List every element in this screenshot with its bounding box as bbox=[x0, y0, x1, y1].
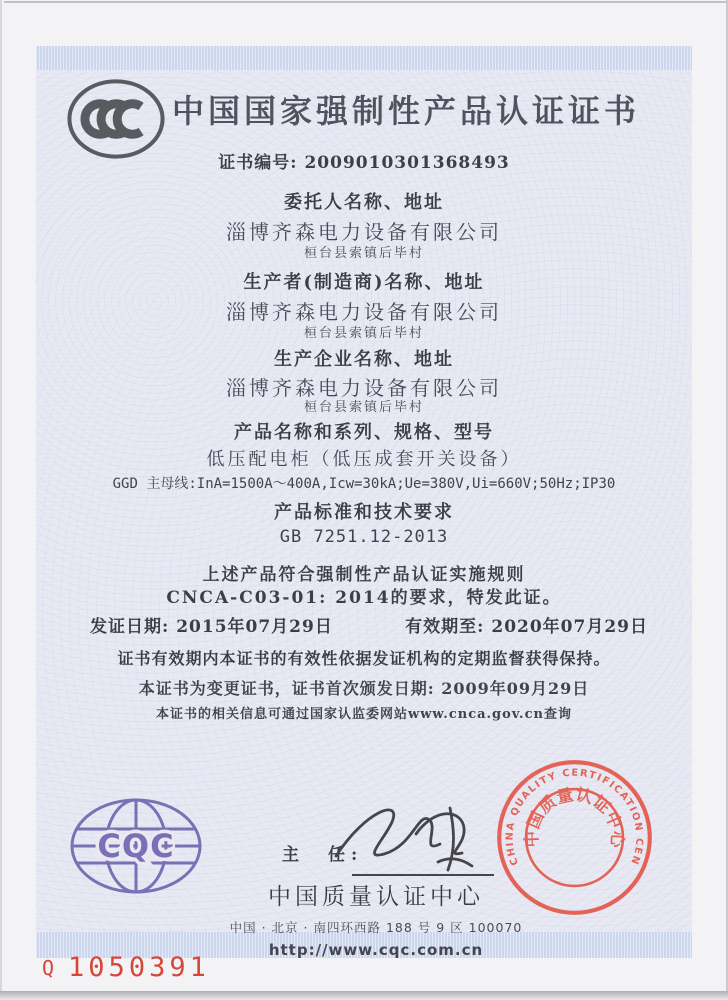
certificate-number-label: 证书编号: bbox=[218, 153, 298, 173]
issuer-address: 中国 · 北京 · 南四环西路 188 号 9 区 100070 bbox=[229, 920, 523, 935]
expiry-date-value: 2020年07月29日 bbox=[491, 617, 648, 637]
manufacturer-address: 桓台县索镇后毕村 bbox=[303, 326, 424, 341]
signature-underline bbox=[352, 874, 494, 876]
manufacturer-name: 淄博齐森电力设备有限公司 bbox=[226, 300, 502, 324]
dates-row bbox=[36, 612, 692, 637]
scan-top-edge bbox=[4, 1, 726, 3]
factory-address: 桓台县索镇后毕村 bbox=[303, 400, 424, 415]
issuer-website: http://www.cqc.com.cn bbox=[268, 941, 484, 959]
svg-text:中国质量认证中心 bbox=[521, 784, 628, 849]
certificate-body bbox=[36, 46, 692, 958]
form-serial-number bbox=[42, 952, 210, 983]
seal-english-text: CHINA QUALITY CERTIFICATION CENTRE bbox=[504, 767, 645, 867]
expiry-date-line bbox=[405, 612, 648, 637]
product-heading: 产品名称和系列、规格、型号 bbox=[234, 422, 494, 443]
certificate-title: 中国国家强制性产品认证证书 bbox=[171, 92, 640, 130]
applicant-heading: 委托人名称、地址 bbox=[284, 192, 444, 213]
product-name: 低压配电柜（低压成套开关设备） bbox=[206, 449, 522, 470]
scan-left-edge bbox=[0, 0, 2, 1000]
applicant-address: 桓台县索镇后毕村 bbox=[303, 246, 424, 261]
certificate-number-value: 2009010301368493 bbox=[304, 153, 510, 173]
cqc-logo-text: CQC bbox=[97, 827, 175, 865]
cqc-logo-icon bbox=[66, 794, 206, 898]
expiry-date-label: 有效期至: bbox=[405, 617, 485, 637]
seal-chinese-text: 中国质量认证中心 bbox=[522, 784, 627, 849]
applicant-name: 淄博齐森电力设备有限公司 bbox=[226, 220, 502, 244]
issue-date-value: 2015年07月29日 bbox=[176, 617, 333, 637]
scan-bottom-edge bbox=[0, 991, 728, 1000]
director-label: 主 任: bbox=[282, 845, 364, 865]
certificate-number-line bbox=[36, 148, 692, 173]
serial-prefix: Q bbox=[42, 956, 55, 980]
cqc-red-seal bbox=[492, 755, 657, 920]
standard-heading: 产品标准和技术要求 bbox=[274, 502, 454, 523]
issuer-org-name: 中国质量认证中心 bbox=[268, 884, 484, 910]
serial-digits: 1050391 bbox=[68, 952, 210, 983]
manufacturer-heading: 生产者(制造商)名称、地址 bbox=[243, 272, 485, 293]
lookup-note: 本证书的相关信息可通过国家认监委网站www.cnca.gov.cn查询 bbox=[156, 707, 572, 722]
factory-name: 淄博齐森电力设备有限公司 bbox=[226, 376, 502, 400]
issue-date-label: 发证日期: bbox=[90, 617, 170, 637]
statement-line-2: CNCA-C03-01: 2014的要求，特发此证。 bbox=[166, 588, 562, 608]
product-spec: GGD 主母线:InA=1500A～400A,Icw=30kA;Ue=380V,Ui=660V;50Hz;IP30 bbox=[112, 476, 616, 492]
guilloche-top-band bbox=[36, 46, 692, 70]
issue-date-line bbox=[90, 612, 333, 637]
factory-heading: 生产企业名称、地址 bbox=[274, 349, 454, 370]
change-note: 本证书为变更证书，证书首次颁发日期: 2009年09月29日 bbox=[138, 679, 590, 698]
standard-value: GB 7251.12-2013 bbox=[279, 527, 449, 547]
director-signature bbox=[324, 788, 494, 883]
statement-line-1: 上述产品符合强制性产品认证实施规则 bbox=[202, 565, 526, 585]
validity-note: 证书有效期内本证书的有效性依据发证机构的定期监督获得保持。 bbox=[117, 649, 611, 668]
